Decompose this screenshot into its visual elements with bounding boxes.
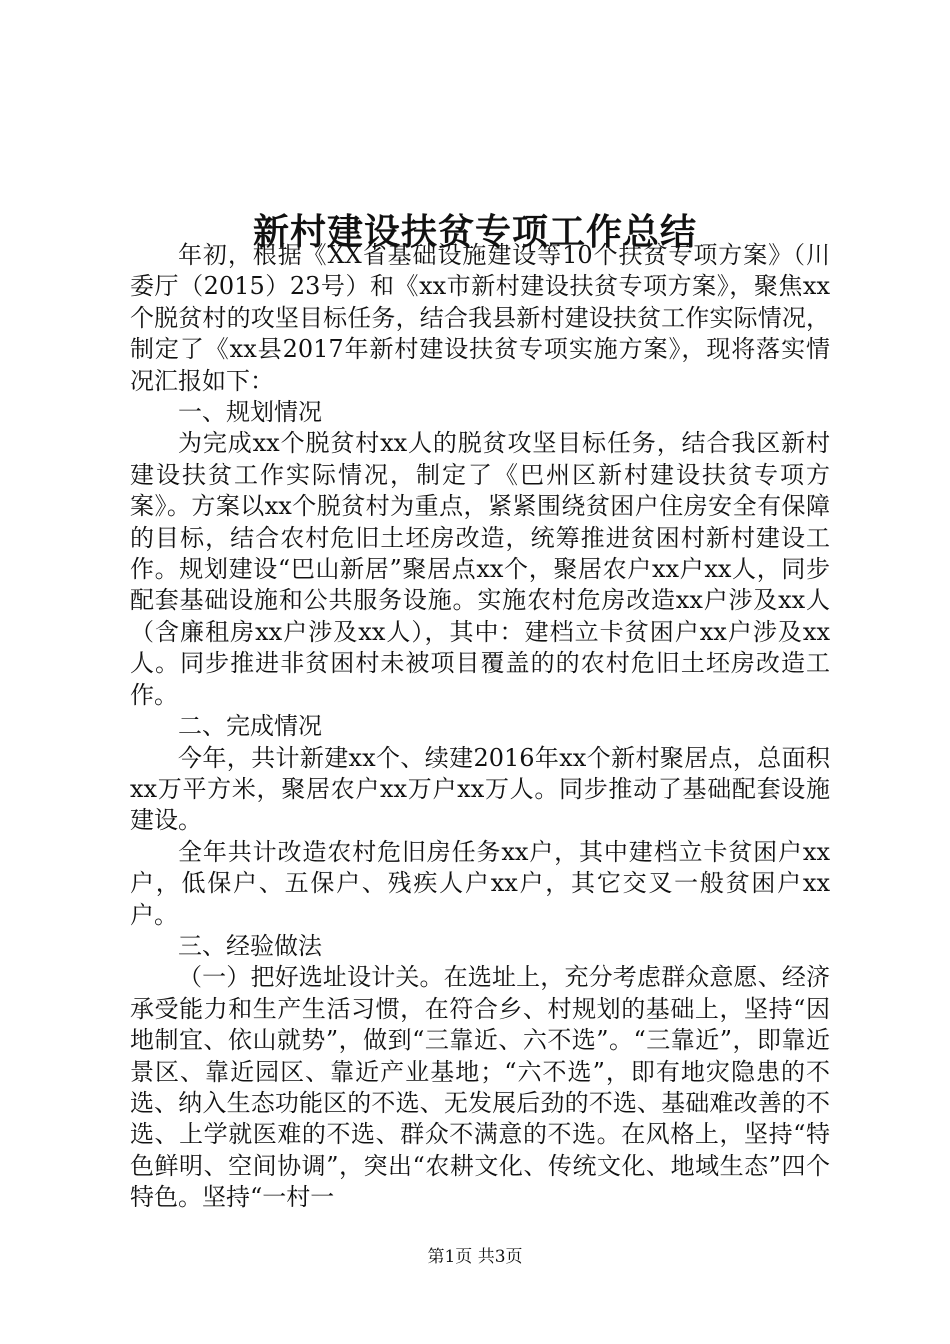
section-heading-experience: 三、经验做法	[178, 931, 322, 960]
section-heading-completion: 二、完成情况	[178, 712, 322, 741]
section-heading-planning: 一、规划情况	[178, 398, 322, 427]
page-number-footer: 第1页 共3页	[427, 1247, 523, 1267]
document-title: 新村建设扶贫专项工作总结	[252, 211, 697, 254]
paragraph-completion-1: 今年，共计新建xx个、续建2016年xx个新村聚居点，总面积xx万平方米，聚居农户xx万户xx万人。同步推动了基础配套设施建设。	[130, 743, 830, 835]
document-body	[130, 240, 830, 1214]
paragraph-completion-2: 全年共计改造农村危旧房任务xx户，其中建档立卡贫困户xx户，低保户、五保户、残疾人户xx户，其它交叉一般贫困户xx户。	[130, 837, 830, 929]
paragraph-planning: 为完成xx个脱贫村xx人的脱贫攻坚目标任务，结合我区新村建设扶贫工作实际情况，制定了《巴州区新村建设扶贫专项方案》。方案以xx个脱贫村为重点，紧紧围绕贫困户住房安全有保障的目标，结合农村危旧土坯房改造，统筹推进贫困村新村建设工作。规划建设“巴山新居”聚居点xx个，聚居农户xx户xx人，同步配套基础设施和公共服务设施。实施农村危房改造xx户涉及xx人（含廉租房xx户涉及xx人），其中：建档立卡贫困户xx户涉及xx人。同步推进非贫困村未被项目覆盖的的农村危旧土坯房改造工作。	[130, 429, 830, 709]
paragraph-experience-1: （一）把好选址设计关。在选址上，充分考虑群众意愿、经济承受能力和生产生活习惯，在符合乡、村规划的基础上，坚持“因地制宜、依山就势”，做到“三靠近、六不选”。“三靠近”，即靠近景区、靠近园区、靠近产业基地；“六不选”，即有地灾隐患的不选、纳入生态功能区的不选、无发展后劲的不选、基础难改善的不选、上学就医难的不选、群众不满意的不选。在风格上，坚持“特色鲜明、空间协调”，突出“农耕文化、传统文化、地域生态”四个特色。坚持“一村一	[130, 963, 830, 1212]
paragraph-intro: 年初，根据《XX省基础设施建设等10个扶贫专项方案》（川委厅（2015）23号）和《xx市新村建设扶贫专项方案》，聚焦xx个脱贫村的攻坚目标任务，结合我县新村建设扶贫工作实际情况，制定了《xx县2017年新村建设扶贫专项实施方案》，现将落实情况汇报如下：	[130, 241, 830, 395]
